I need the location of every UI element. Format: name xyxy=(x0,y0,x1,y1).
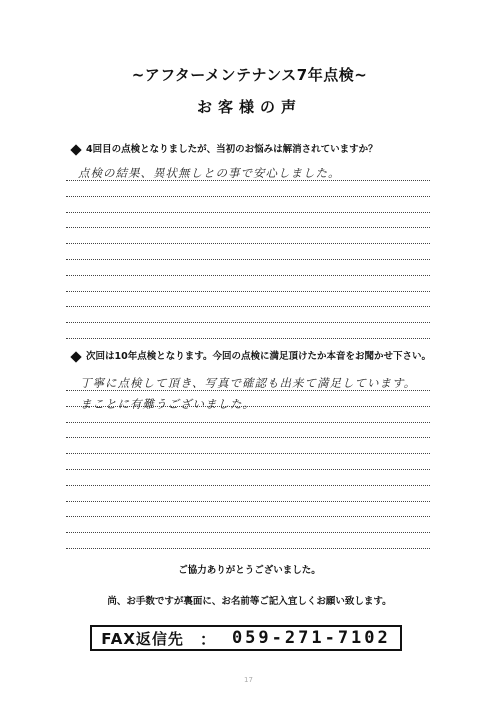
ruled-line xyxy=(66,501,430,502)
answer-2-line-1: 丁寧に点検して頂き、写真で確認も出来て満足しています。 xyxy=(80,376,417,390)
thanks-message: ご協力ありがとうございました。 xyxy=(178,565,321,576)
fax-box xyxy=(90,625,402,651)
question-1 xyxy=(72,141,378,155)
fax-colon: ： xyxy=(199,629,216,649)
question-1-label: 4回目の点検となりましたが、当初のお悩みは解消されていますか？ xyxy=(86,144,378,155)
ruled-line xyxy=(66,548,430,549)
page-subtitle: お客様の声 xyxy=(196,98,302,116)
diamond-bullet-icon xyxy=(70,351,81,362)
ruled-line xyxy=(66,227,430,228)
answer-lines-2 xyxy=(66,390,430,564)
ruled-line xyxy=(66,338,430,339)
ruled-line xyxy=(66,306,430,307)
ruled-line xyxy=(66,196,430,197)
ruled-line xyxy=(66,291,430,292)
fax-label: FAX返信先 xyxy=(101,629,184,648)
ruled-line xyxy=(66,485,430,486)
ruled-line xyxy=(66,259,430,260)
answer-1-line-1: 点検の結果、異状無しとの事で安心しました。 xyxy=(78,166,341,180)
diamond-bullet-icon xyxy=(70,144,81,155)
ruled-line xyxy=(66,532,430,533)
fax-number: 059-271-7102 xyxy=(231,628,391,648)
answer-2-line-2: まことに有難うございました。 xyxy=(80,397,255,411)
ruled-line xyxy=(66,437,430,438)
page-mark: 17 xyxy=(244,676,253,684)
ruled-line xyxy=(66,516,430,517)
request-note: 尚、お手数ですが裏面に、お名前等ご記入宜しくお願い致します。 xyxy=(107,596,392,607)
page-title: ~アフターメンテナンス7年点検~ xyxy=(131,66,368,84)
ruled-line xyxy=(66,275,430,276)
ruled-line xyxy=(66,322,430,323)
ruled-line xyxy=(66,453,430,454)
answer-lines-1 xyxy=(66,180,430,354)
ruled-line xyxy=(66,243,430,244)
ruled-line xyxy=(66,422,430,423)
ruled-line xyxy=(66,212,430,213)
question-2-label: 次回は10年点検となります。今回の点検に満足頂けたか本音をお聞かせ下さい。 xyxy=(86,351,431,362)
ruled-line xyxy=(66,469,430,470)
question-2 xyxy=(72,348,431,362)
